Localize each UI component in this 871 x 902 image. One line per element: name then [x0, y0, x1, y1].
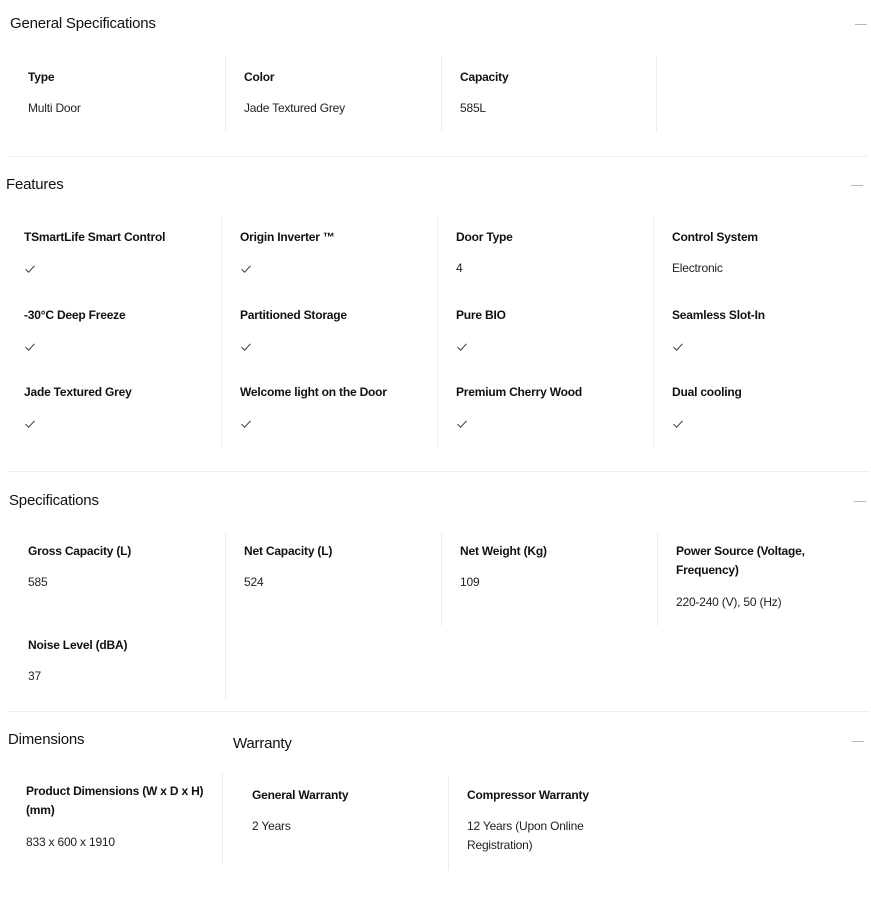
- feature-cell: [437, 372, 654, 448]
- feature-label: Door Type: [456, 230, 513, 244]
- feature-cell: [653, 372, 870, 448]
- spec-label: Compressor Warranty: [467, 788, 589, 802]
- feature-cell: [6, 372, 222, 448]
- spec-value: 37: [28, 669, 41, 683]
- spec-value: 585L: [460, 101, 486, 115]
- spec-label: Net Capacity (L): [244, 544, 333, 558]
- checkmark-icon: [673, 343, 683, 351]
- section-divider: [8, 711, 870, 712]
- spec-cell-empty: [225, 626, 442, 700]
- section-divider: [8, 156, 868, 157]
- spec-label: Power Source (Voltage, Frequency): [676, 544, 805, 577]
- checkmark-icon: [241, 265, 251, 273]
- spec-value: 524: [244, 575, 264, 589]
- section-title-specifications: Specifications: [9, 492, 99, 509]
- checkmark-icon: [25, 343, 35, 351]
- feature-cell: [653, 216, 870, 294]
- feature-label: Jade Textured Grey: [24, 385, 132, 399]
- feature-label: Premium Cherry Wood: [456, 385, 583, 399]
- checkmark-icon: [25, 420, 35, 428]
- spec-value: Jade Textured Grey: [244, 101, 345, 115]
- spec-label: Net Weight (Kg): [460, 544, 547, 558]
- checkmark-icon: [25, 265, 35, 273]
- spec-value: 2 Years: [252, 819, 291, 833]
- spec-label: General Warranty: [252, 788, 349, 802]
- spec-label: Capacity: [460, 70, 509, 84]
- spec-cell: [225, 532, 442, 626]
- spec-value: Multi Door: [28, 101, 81, 115]
- checkmark-icon: [457, 420, 467, 428]
- feature-label: Pure BIO: [456, 308, 506, 322]
- feature-label: Welcome light on the Door: [240, 385, 387, 399]
- spec-cell: [222, 772, 439, 864]
- spec-cell: [441, 532, 658, 626]
- spec-cell: [657, 532, 871, 626]
- spec-cell: [8, 772, 224, 864]
- feature-label: Dual cooling: [672, 385, 742, 399]
- checkmark-icon: [673, 420, 683, 428]
- minus-icon[interactable]: [852, 741, 864, 742]
- section-title-general: General Specifications: [10, 15, 156, 32]
- spec-value: 833 x 600 x 1910: [26, 835, 115, 849]
- feature-value: Electronic: [672, 261, 723, 275]
- checkmark-icon: [241, 420, 251, 428]
- spec-cell: [448, 776, 665, 870]
- spec-label: Type: [28, 70, 55, 84]
- feature-label: Partitioned Storage: [240, 308, 347, 322]
- spec-label: Noise Level (dBA): [28, 638, 128, 652]
- checkmark-icon: [241, 343, 251, 351]
- feature-value: 4: [456, 261, 463, 275]
- section-title-features: Features: [6, 176, 64, 193]
- feature-cell: [6, 294, 222, 372]
- feature-label: TSmartLife Smart Control: [24, 230, 166, 244]
- feature-label: Seamless Slot-In: [672, 308, 765, 322]
- feature-label: Origin Inverter ™: [240, 230, 335, 244]
- spec-cell: [225, 56, 442, 132]
- feature-cell: [221, 216, 438, 294]
- feature-cell: [437, 294, 654, 372]
- spec-value: 12 Years (Upon Online Registration): [467, 819, 584, 852]
- section-divider: [8, 471, 870, 472]
- feature-cell: [653, 294, 870, 372]
- feature-label: Control System: [672, 230, 758, 244]
- feature-cell: [437, 216, 654, 294]
- spec-value: 585: [28, 575, 48, 589]
- section-title-warranty: Warranty: [233, 735, 292, 752]
- section-title-dimensions: Dimensions: [8, 731, 85, 748]
- spec-label: Gross Capacity (L): [28, 544, 132, 558]
- spec-label: Color: [244, 70, 275, 84]
- checkmark-icon: [457, 343, 467, 351]
- feature-cell: [221, 372, 438, 448]
- feature-cell: [221, 294, 438, 372]
- spec-cell: [10, 626, 226, 700]
- minus-icon[interactable]: [851, 185, 863, 186]
- spec-value: 109: [460, 575, 480, 589]
- spec-cell: [10, 532, 226, 626]
- spec-cell: [10, 56, 226, 132]
- feature-label: -30°C Deep Freeze: [24, 308, 126, 322]
- spec-cell-empty: [656, 56, 871, 132]
- minus-icon[interactable]: [854, 501, 866, 502]
- minus-icon[interactable]: [855, 24, 867, 25]
- spec-label: Product Dimensions (W x D x H) (mm): [26, 784, 204, 817]
- feature-cell: [6, 216, 222, 294]
- spec-cell: [441, 56, 658, 132]
- spec-value: 220-240 (V), 50 (Hz): [676, 595, 782, 609]
